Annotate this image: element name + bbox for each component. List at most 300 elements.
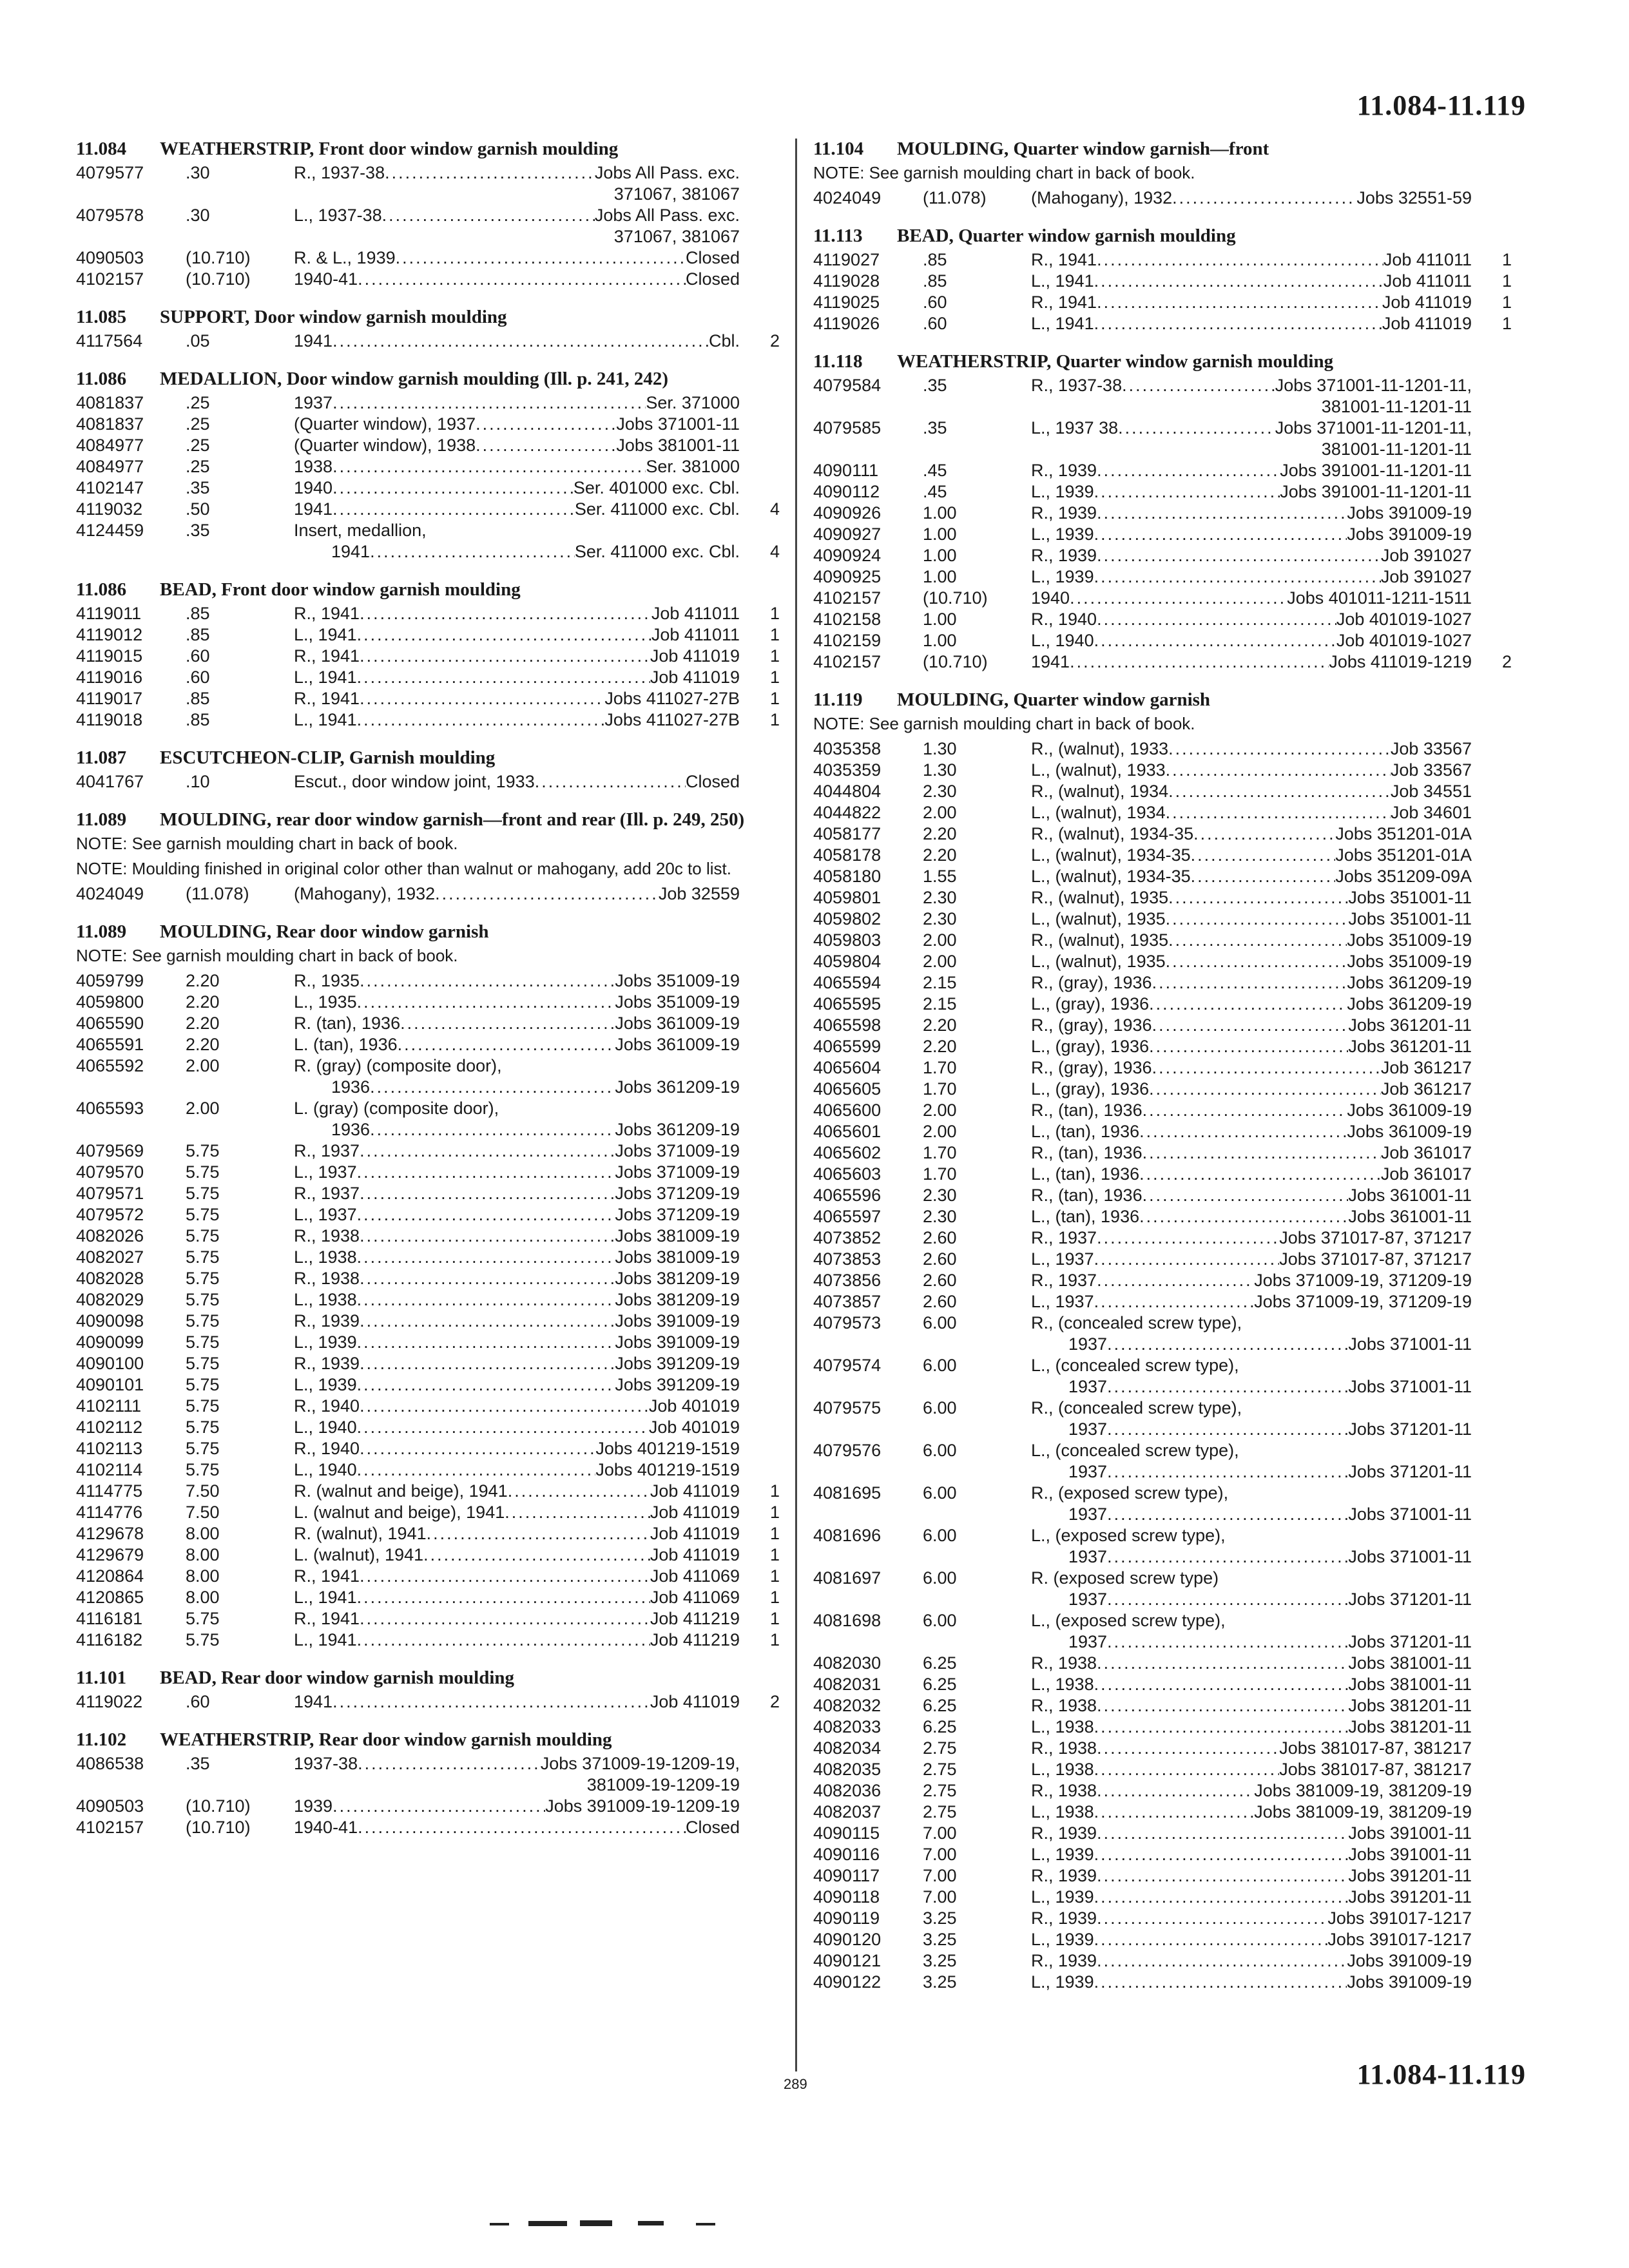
part-description [1031,845,1472,866]
part-row [813,418,1512,439]
part-row [813,460,1512,481]
part-description [294,541,740,562]
description-text: L., (walnut), 1933 [1031,760,1166,780]
part-price: .85 [186,604,210,623]
quantity: 1 [769,604,780,623]
dot-leader [1097,460,1280,481]
part-row [76,247,780,269]
part-number: 4102157 [76,1818,144,1837]
description-text: L., (walnut), 1935 [1031,909,1166,928]
part-number: 4082028 [76,1269,144,1288]
quantity: 1 [769,710,780,729]
part-price: 2.75 [923,1802,957,1821]
parts-list [76,1691,780,1713]
quantity: 1 [769,625,780,644]
part-row [76,992,780,1013]
part-description [1031,545,1472,566]
part-row [76,1311,780,1332]
part-row [813,1164,1512,1185]
part-description [1031,1695,1472,1716]
part-row [813,1802,1512,1823]
part-price: 8.00 [186,1524,220,1543]
description-text: L., 1940 [294,1460,357,1479]
dot-leader [333,1691,650,1713]
dot-leader [1107,1419,1348,1440]
part-row [76,1396,780,1417]
dot-leader [360,646,650,667]
part-description [294,435,740,456]
application: Jobs 391009-19-1209-19 [545,1796,740,1816]
part-row [76,1459,780,1481]
part-description [1031,1398,1472,1419]
part-number: 4102147 [76,478,144,497]
application: Job 411019 [1382,314,1472,333]
dot-leader [360,970,615,992]
part-row [76,1098,780,1119]
application: Job 411011 [651,604,740,623]
quantity: 2 [769,1692,780,1711]
part-price: 5.75 [186,1141,220,1160]
part-row [813,1355,1512,1376]
part-description [294,709,740,731]
part-price: 7.50 [186,1481,220,1501]
part-description [1031,1674,1472,1695]
application: Jobs 401219-1519 [595,1439,740,1458]
part-number: 4079572 [76,1205,144,1224]
part-description [294,1753,740,1774]
part-number: 4079584 [813,376,882,395]
continuation-indent [76,184,294,205]
dot-leader [1097,1780,1254,1802]
section-heading [76,1729,780,1751]
application: Ser. 411000 exc. Cbl. [574,499,740,519]
part-number: 4090116 [813,1845,880,1864]
dot-leader [333,392,646,414]
part-price: 6.25 [923,1675,957,1694]
part-row [76,1417,780,1438]
description-text: L., (walnut), 1935 [1031,952,1166,971]
dot-leader [1097,1950,1347,1972]
application: Jobs 371201-11 [1348,1462,1472,1481]
part-price: .60 [186,646,210,666]
part-price: 2.30 [923,782,957,801]
description-text: L., 1941 [294,710,357,729]
part-price: .35 [186,1754,210,1773]
part-description [294,456,740,477]
part-row [813,292,1512,313]
dot-leader [535,771,686,793]
part-description [1031,460,1472,481]
part-number: 4065604 [813,1058,882,1077]
part-number: 4090115 [813,1823,880,1843]
part-price: 1.00 [923,631,957,650]
part-description [1031,951,1472,972]
part-row [813,313,1512,334]
section-heading [76,369,780,390]
part-row [813,1440,1512,1461]
section-note: NOTE: See garnish moulding chart in back of book. [813,714,1195,733]
part-number: 4065603 [813,1164,882,1184]
description-text: L., (walnut), 1934-35 [1031,845,1191,865]
part-price: 2.00 [923,1100,957,1120]
application: Jobs 371209-19 [615,1205,740,1224]
part-description [1031,1355,1472,1376]
part-row [76,520,780,541]
part-price: .25 [186,414,210,434]
part-price: 2.20 [923,1037,957,1056]
part-description [294,1247,740,1268]
description-text: L., 1938 [294,1290,357,1309]
application: Jobs 391009-19 [1347,1972,1472,1992]
dot-leader [1070,588,1287,609]
application: Jobs 391001-11-1201-11 [1280,461,1472,480]
part-price: .60 [923,314,947,333]
section-title: MOULDING, Rear door window garnish [160,921,489,942]
part-row [813,1291,1512,1312]
description-text: 1940-41 [294,1818,358,1837]
part-row [76,1119,780,1140]
part-row [813,1079,1512,1100]
part-row [813,1780,1512,1802]
part-description [1031,1057,1472,1079]
part-description [1031,908,1472,930]
part-description [1031,1823,1472,1844]
part-number: 4119018 [76,710,143,729]
part-price: 2.30 [923,1207,957,1226]
part-price: 3.25 [923,1972,957,1992]
section-title: MOULDING, rear door window garnish—front and rear (Ill. p. 249, 250) [160,809,745,830]
dot-leader [1094,313,1382,334]
part-row [76,1055,780,1077]
dot-leader [1168,930,1347,951]
section-title: ESCUTCHEON-CLIP, Garnish moulding [160,747,496,768]
part-number: 4065594 [813,973,882,992]
dot-leader [1107,1376,1348,1398]
description-text: 1937 [1068,1377,1108,1396]
application: Jobs 391009-19 [1347,503,1472,523]
part-number: 4024049 [813,188,882,207]
part-price: 3.25 [923,1951,957,1970]
part-price: 2.00 [923,803,957,822]
dot-leader [357,667,650,688]
application: Jobs 361009-19 [615,1035,740,1054]
part-row [76,477,780,499]
part-description [294,1691,740,1713]
part-price: 7.50 [186,1503,220,1522]
application: Job 34601 [1390,803,1472,822]
part-price: (11.078) [186,884,249,903]
application: Jobs 371201-11 [1348,1419,1472,1439]
dot-leader [1152,1015,1349,1036]
dot-leader [357,1629,650,1651]
part-description [1031,375,1472,396]
application: Ser. 411000 exc. Cbl. [574,542,740,561]
dot-leader [1094,1929,1328,1950]
quantity: 1 [1501,271,1512,291]
application: Cbl. [708,331,740,351]
description-text: 1937 [1068,1590,1108,1609]
part-price: 5.75 [186,1460,220,1479]
description-text: R., (concealed screw type), [1031,1313,1242,1332]
part-row [813,1100,1512,1121]
part-row [76,603,780,624]
part-description [294,162,740,184]
application: Ser. 381000 [646,457,740,476]
part-price: .35 [923,376,947,395]
catalog-section [76,139,780,290]
application: Jobs 401219-1519 [595,1460,740,1479]
description-text: 1940-41 [294,269,358,289]
description-text: R., (walnut), 1934-35 [1031,824,1194,843]
application: Job 361217 [1380,1058,1472,1077]
description-text: L., 1938 [1031,1675,1094,1694]
continuation-indent [76,1774,294,1796]
dot-leader [1149,994,1347,1015]
part-price: 2.20 [923,845,957,865]
part-number: 4119012 [76,625,143,644]
part-price: 1.70 [923,1058,957,1077]
part-price: 8.00 [186,1545,220,1564]
dot-leader [1094,1716,1349,1738]
application: Jobs 351201-01A [1335,824,1472,843]
description-text: R., 1938 [1031,1696,1097,1715]
application: Jobs 361001-11 [1348,1186,1472,1205]
part-number: 4119027 [813,250,880,269]
quantity: 1 [769,1545,780,1564]
part-price: (10.710) [923,588,988,608]
part-description [1031,1036,1472,1057]
section-number: 11.102 [76,1729,127,1750]
part-row [813,1227,1512,1249]
part-description [294,1332,740,1353]
description-text: L., (tan), 1936 [1031,1207,1140,1226]
application: Job 401019 [648,1418,740,1437]
description-text: 1937 [1068,1334,1108,1354]
dot-leader [360,1268,615,1289]
dot-leader [1097,1908,1327,1929]
part-row [813,866,1512,887]
application: Job 411011 [1383,250,1472,269]
part-description [1031,630,1472,651]
parts-list [813,249,1512,334]
part-description [1031,1419,1472,1440]
part-description [294,1417,740,1438]
dot-leader [333,477,574,499]
part-row [76,1796,780,1817]
parts-list [813,187,1512,209]
application: Jobs 371001-11 [616,414,740,434]
part-number: 4065595 [813,994,882,1014]
part-number: 4081837 [76,393,144,412]
application: Job 411019 [650,646,740,666]
part-price: 5.75 [186,1247,220,1267]
parts-list [76,162,780,290]
part-description [294,1796,740,1817]
section-note: NOTE: See garnish moulding chart in back of book. [76,834,458,853]
quantity: 1 [769,1609,780,1628]
part-number: 4082037 [813,1802,882,1821]
parts-list [76,883,780,905]
application: Jobs 371209-19 [615,1184,740,1203]
part-number: 4119011 [76,604,142,623]
application: Jobs 371017-87, 371217 [1279,1249,1472,1269]
part-price: 5.75 [186,1354,220,1373]
description-text: R., (concealed screw type), [1031,1398,1242,1418]
part-description [294,414,740,435]
part-price: 2.30 [923,909,957,928]
description-text: L. (walnut), 1941 [294,1545,424,1564]
part-description [294,1544,740,1566]
part-row [813,545,1512,566]
section-number: 11.089 [76,921,127,942]
part-price: 7.00 [923,1887,957,1907]
part-description [1031,1929,1472,1950]
part-price: .60 [923,293,947,312]
part-price: 2.00 [923,1122,957,1141]
part-row [76,414,780,435]
application: Job 401019-1027 [1336,610,1472,629]
part-description [1031,481,1472,503]
description-text: R., 1941 [294,646,360,666]
part-description [1031,930,1472,951]
dot-leader [398,1034,615,1055]
part-description [294,883,740,905]
catalog-section [76,369,780,562]
part-number: 4058180 [813,867,882,886]
application-continued: 371067, 381067 [613,227,740,246]
part-number: 4119025 [813,293,880,312]
quantity: 1 [769,1524,780,1543]
part-row [813,1270,1512,1291]
part-number: 4065596 [813,1186,882,1205]
part-row [813,1015,1512,1036]
part-description [1031,1461,1472,1483]
part-description [1031,1653,1472,1674]
part-row [813,1206,1512,1227]
dot-leader [358,269,686,290]
dot-leader [1139,1121,1347,1142]
description-text: 1940 [1031,588,1070,608]
section-note: NOTE: See garnish moulding chart in back of book. [76,946,458,965]
description-text: (Quarter window), 1937 [294,414,476,434]
part-number: 4065597 [813,1207,882,1226]
part-price: 6.00 [923,1441,957,1460]
part-number: 4065590 [76,1014,144,1033]
part-row [76,688,780,709]
part-number: 4102157 [813,588,882,608]
dot-leader [358,1817,686,1838]
part-description [1031,1291,1472,1312]
quantity: 1 [769,1588,780,1607]
part-description [1031,781,1472,802]
description-text: L., (concealed screw type), [1031,1441,1239,1460]
part-price: 7.00 [923,1845,957,1864]
part-description [294,205,740,226]
application: Job 32559 [658,884,740,903]
description-text: R., 1941 [1031,250,1097,269]
part-row [813,972,1512,994]
part-description [1031,1610,1472,1631]
part-row [813,1865,1512,1887]
dot-leader [1097,1865,1348,1887]
dot-leader [1094,524,1347,545]
part-row [813,1887,1512,1908]
part-number: 4084977 [76,457,144,476]
description-text: R. & L., 1939 [294,248,396,267]
description-text: R., 1939 [1031,1823,1097,1843]
description-text: L., 1939 [1031,1845,1094,1864]
section-heading [76,1667,780,1689]
part-description [1031,249,1472,271]
dot-leader [357,1162,615,1183]
application: Job 411011 [651,625,740,644]
quantity: 1 [769,646,780,666]
part-row [76,541,780,562]
part-row [813,187,1512,209]
part-description [1031,1887,1472,1908]
part-price: 7.00 [923,1866,957,1885]
part-row [76,646,780,667]
part-price: 2.60 [923,1228,957,1247]
part-row [76,1162,780,1183]
description-text: L., 1939 [294,1332,357,1352]
dot-leader [333,499,575,520]
parts-list [813,375,1512,673]
part-description [294,1502,740,1523]
part-price: .35 [923,418,947,437]
application: Job 33567 [1390,739,1472,758]
part-number: 4090111 [813,461,879,480]
description-text: 1937 [1068,1547,1108,1566]
dot-leader [1142,1185,1349,1206]
catalog-section [76,747,780,793]
dot-leader [357,1247,615,1268]
dot-leader [357,1459,596,1481]
dot-leader [1107,1461,1348,1483]
application: Job 411019 [1382,293,1472,312]
part-number: 4079570 [76,1162,144,1182]
part-description [1031,1802,1472,1823]
application: Closed [685,269,740,289]
dot-leader [1166,760,1391,781]
section-number: 11.084 [76,139,127,159]
part-price: 2.60 [923,1249,957,1269]
part-number: 4102159 [813,631,882,650]
description-text: 1937 [1068,1462,1108,1481]
application: Jobs 411019-1219 [1329,652,1472,671]
catalog-section [76,1729,780,1838]
application: Jobs 411027-27B [604,710,740,729]
part-description [294,646,740,667]
description-text: R., 1941 [294,1609,360,1628]
section-title: WEATHERSTRIP, Front door window garnish moulding [160,139,619,159]
dot-leader [1122,375,1275,396]
part-description [1031,1589,1472,1610]
part-row [76,456,780,477]
part-description [294,1055,740,1077]
part-number: 4079574 [813,1356,882,1375]
part-price: 1.00 [923,524,957,544]
part-number: 4120864 [76,1566,144,1586]
part-row [813,1312,1512,1334]
description-text: L., 1937 38 [1031,418,1119,437]
part-row [76,1544,780,1566]
quantity: 1 [769,1503,780,1522]
quantity: 4 [769,499,780,519]
part-description [294,1438,740,1459]
part-row [76,1523,780,1544]
part-number: 4116182 [76,1630,143,1649]
